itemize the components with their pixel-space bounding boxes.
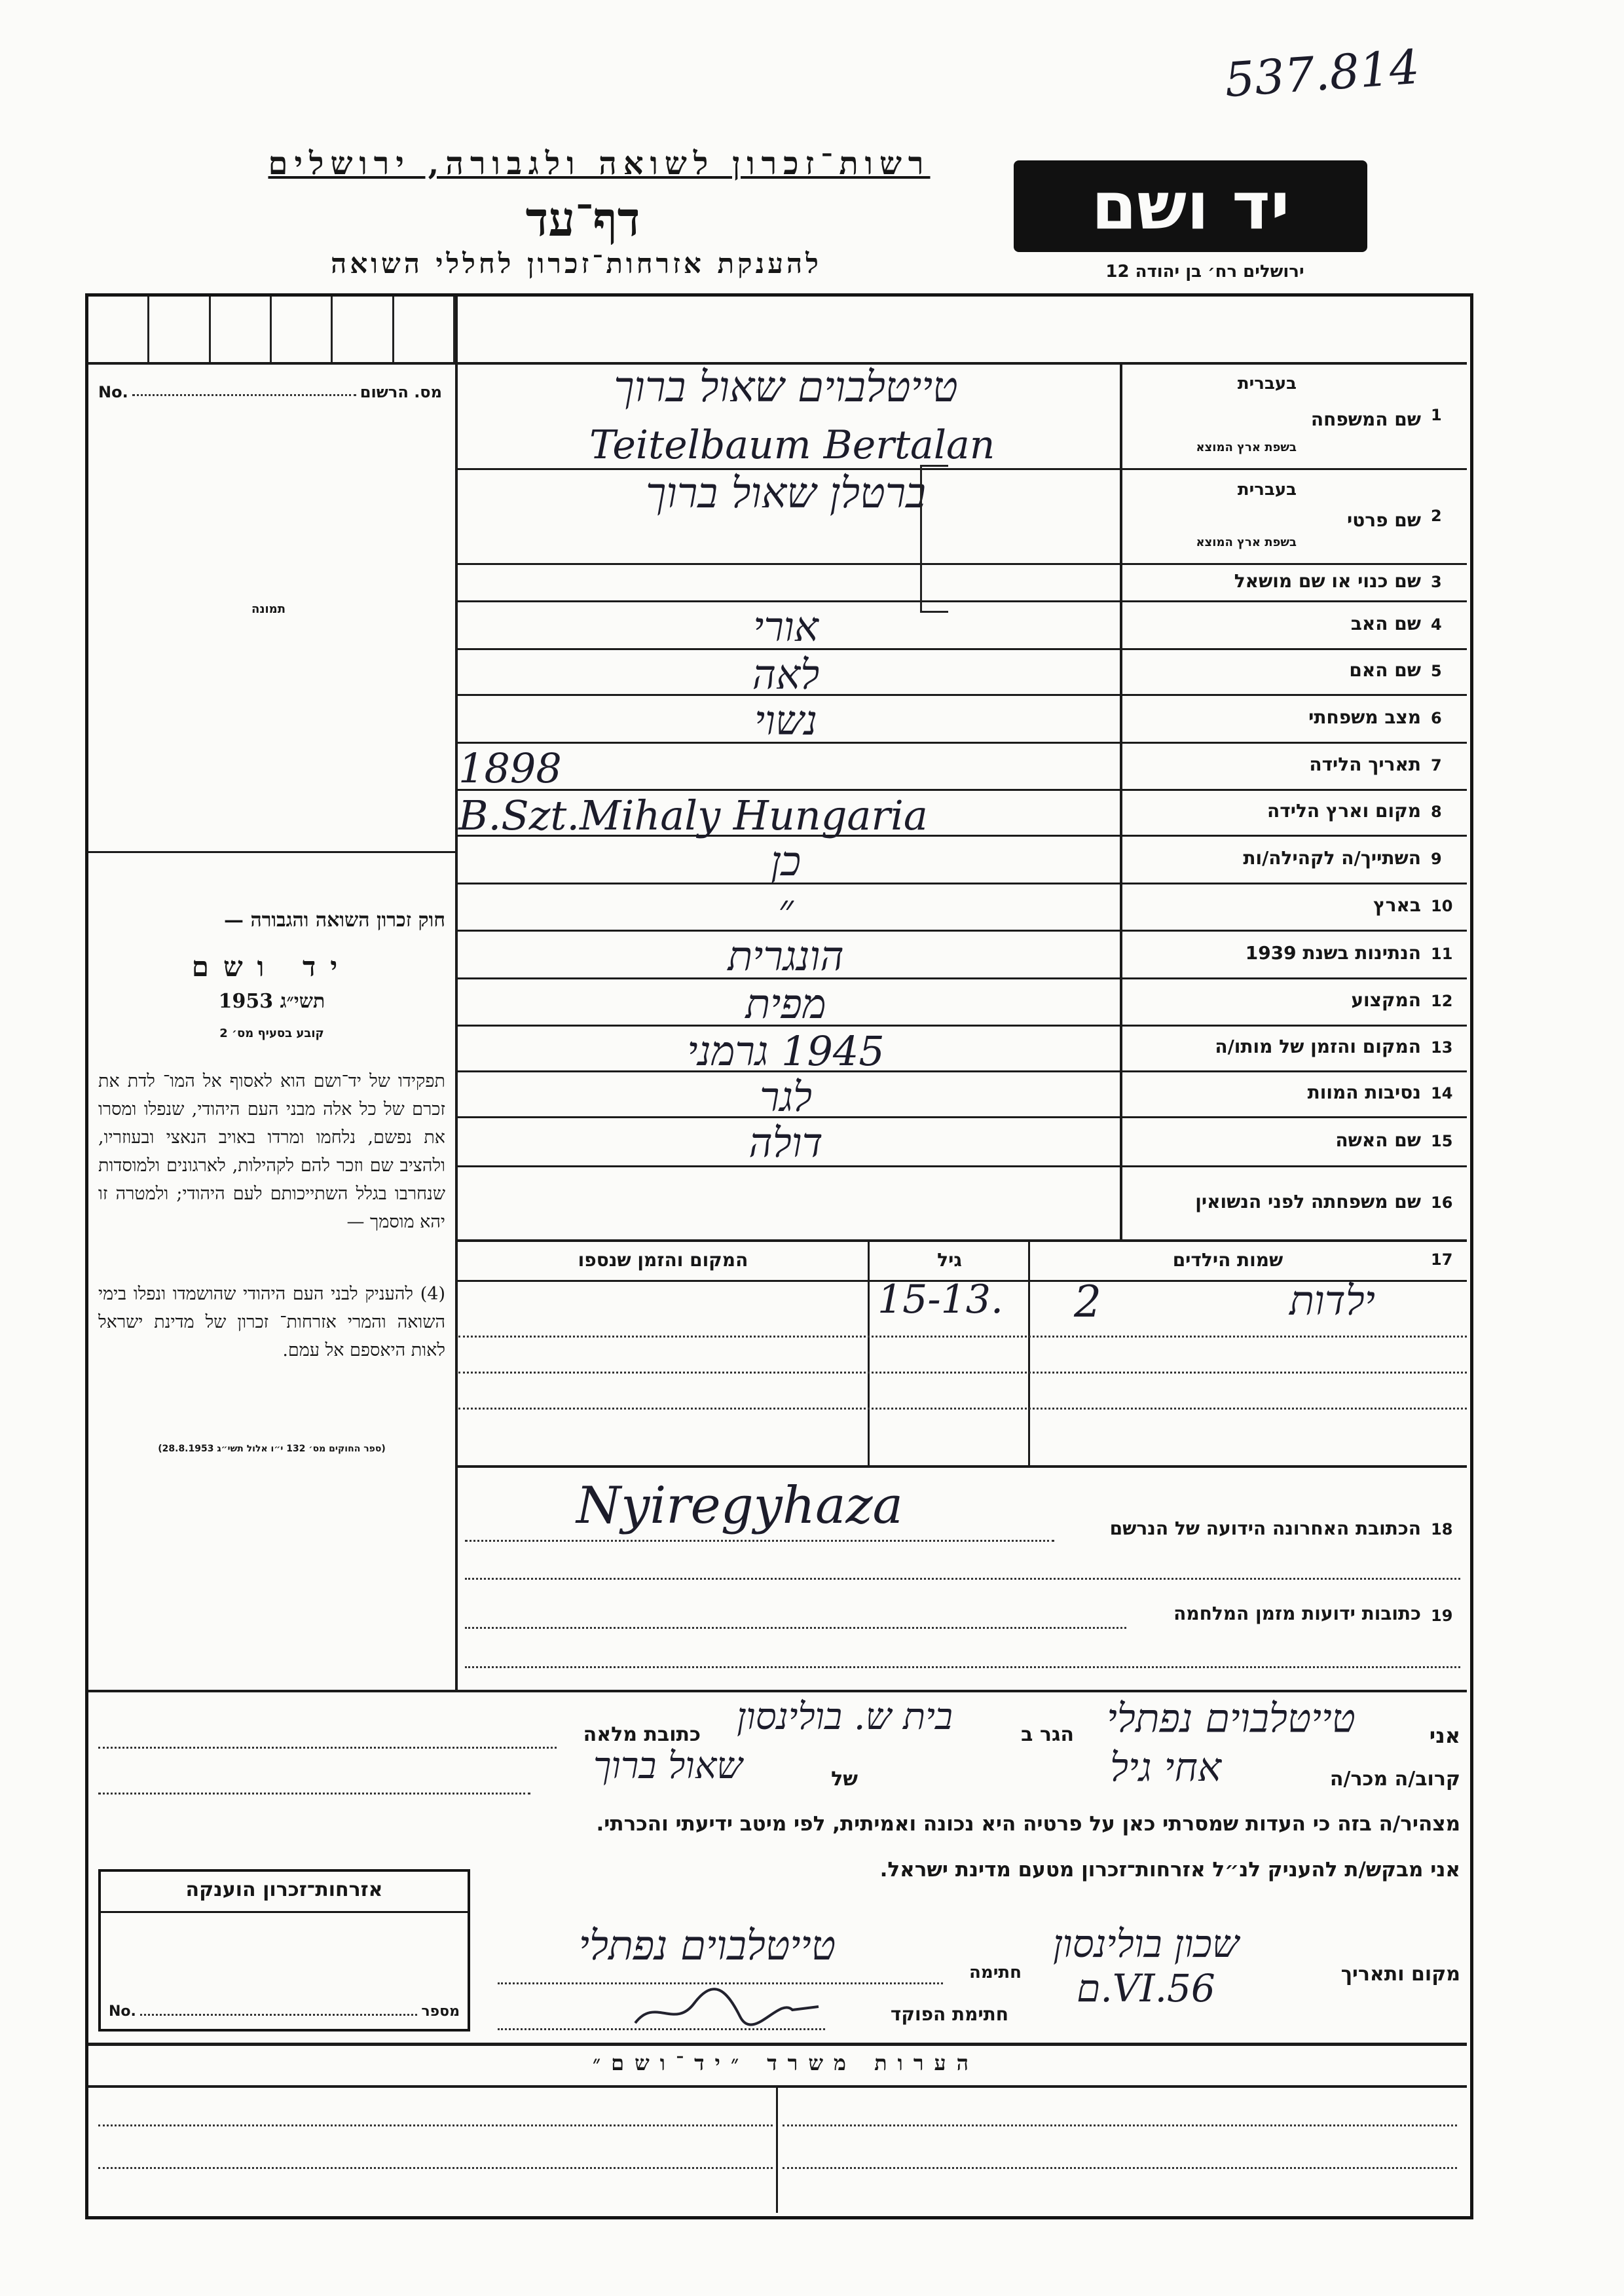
citizenship-box-title: אזרחות־זכרון הוענקה <box>185 1878 383 1901</box>
law-text: תפקידו של יד־ושם הוא לאסוף אל המו־ לדת את זכרם של כל אלה מבני העם היהודי, שנפלו ומסרו את נפשם, נלחמו ומרדו באויב הנאצי ובעוזריו, ולהציב שם וזכר להם לקהילות, לארגונים ולמוסדות שנחרבו בגלל השתייכותם לעם היהודי; ולמטרה זו יהא מוסמך — <box>98 1071 445 1232</box>
of-label: של <box>831 1768 858 1791</box>
field-11-number: 11 <box>1431 944 1453 963</box>
field-3-number: 3 <box>1431 572 1442 591</box>
field-4-number: 4 <box>1431 615 1442 634</box>
field-2-value[interactable]: ברטלן שאול ברוך <box>646 469 926 518</box>
relative-label: קרוב/ה מכר/ה <box>1329 1768 1460 1791</box>
law-text-2: (4) להעניק לבני העם היהודי שהושמדו ונפלו בימי השואה והמרי אזרחות־ זכרון של מדינת ישראל לאות היאספם אל עמם. <box>98 1284 445 1360</box>
place-date-label: מקום ותאריך <box>1340 1963 1460 1986</box>
field-5-label: שם האם <box>1349 659 1421 681</box>
field-11-value[interactable]: הונגרית <box>728 932 844 980</box>
field-14-number: 14 <box>1431 1084 1453 1102</box>
last-address-value[interactable]: Nyiregyhaza <box>576 1476 904 1535</box>
law-year: תשי״ג 1953 <box>218 990 325 1013</box>
declarant-name[interactable]: טייטלבוים נפתלי <box>1107 1696 1356 1741</box>
field-6-label: מצב משפחתי <box>1308 706 1421 728</box>
registration-number: No. מס. הרשום <box>98 383 442 401</box>
war-address-number: 19 <box>1431 1607 1453 1625</box>
field-13-number: 13 <box>1431 1038 1453 1057</box>
last-address-number: 18 <box>1431 1520 1453 1539</box>
field-2-label: שם פרטי <box>1346 509 1421 531</box>
field-1-label: שם המשפחה <box>1310 409 1421 430</box>
field-1-hebrew-sublabel: בעברית <box>1237 374 1297 393</box>
field-1-latin-value[interactable]: Teitelbaum Bertalan <box>589 422 995 468</box>
field-7-number: 7 <box>1431 756 1442 774</box>
field-10-number: 10 <box>1431 897 1453 915</box>
field-5-value[interactable]: לאה <box>752 651 820 699</box>
signature-label: חתימה <box>969 1963 1022 1982</box>
place-date-value[interactable]: שכון בולינסון 56.VI.ם <box>1052 1922 1240 2011</box>
law-title: חוק זכרון השואה והגבורה — <box>224 909 445 932</box>
field-9-label: השתייך/ה לקהילה/ות <box>1243 847 1421 869</box>
full-address-label: כתובת מלאה <box>583 1723 701 1746</box>
children-row-count[interactable]: 2 <box>1074 1277 1101 1327</box>
field-14-label: נסיבות המוות <box>1307 1082 1421 1103</box>
field-7-value[interactable]: 1898 <box>458 744 562 792</box>
relation-value[interactable]: אחי גיל <box>1110 1745 1221 1791</box>
field-15-value[interactable]: דולה <box>748 1119 823 1167</box>
field-15-label: שם האשה <box>1335 1129 1421 1151</box>
field-12-value[interactable]: מפית <box>745 980 826 1028</box>
field-13-label: המקום והזמן של מותו/ה <box>1215 1036 1421 1057</box>
photo-label: תמונה <box>251 602 286 616</box>
declaration-request: אני מבקש/ת להעניק לנ״ל אזרחות־זכרון מטעם מדינת ישראל. <box>879 1858 1460 1882</box>
field-12-number: 12 <box>1431 992 1453 1010</box>
children-row-names[interactable]: ילדות <box>1289 1277 1375 1324</box>
citizenship-box-number: No. מספר <box>109 2003 460 2020</box>
children-row-age[interactable]: 15-13. <box>877 1277 1004 1322</box>
children-col-names: שמות הילדים <box>1172 1249 1283 1271</box>
field-8-value[interactable]: B.Szt.Mihaly Hungaria <box>458 792 928 839</box>
field-15-number: 15 <box>1431 1131 1453 1150</box>
field-1-value[interactable]: טייטלבוים שאול ברוך <box>614 363 958 412</box>
field-8-number: 8 <box>1431 803 1442 821</box>
field-10-value[interactable]: ״ <box>778 885 794 933</box>
authority-title: רשות־זכרון לשואה ולגבורה, ירושלים <box>268 145 931 182</box>
law-name: יד ושם <box>191 951 352 983</box>
field-9-value[interactable]: כן <box>770 837 802 885</box>
declaration-statement: מצהיר/ה בזה כי העדות שמסרתי כאן על פרטיה היא נכונה ואמיתית, לפי מיטב ידיעתי והכרתי. <box>596 1812 1460 1836</box>
field-5-number: 5 <box>1431 662 1442 680</box>
field-16-number: 16 <box>1431 1193 1453 1212</box>
children-number: 17 <box>1431 1250 1453 1269</box>
children-col-age: גיל <box>937 1249 962 1271</box>
last-address-label: הכתובת האחרונה הידועה של הנרשם <box>1109 1518 1421 1539</box>
field-14-value[interactable]: לגר <box>760 1073 812 1121</box>
field-4-value[interactable]: אורי <box>753 603 819 651</box>
field-3-label: שם כנוי או שם מושאל <box>1234 570 1421 592</box>
field-1-origin-sublabel: בשפת ארץ המוצא <box>1196 441 1297 454</box>
law-reference: (ספר החוקים מס׳ 132 י״ו אלול תשי״ג 28.8.1953) <box>158 1444 386 1454</box>
field-8-label: מקום וארץ הלידה <box>1267 800 1421 822</box>
field-1-number: 1 <box>1431 406 1442 424</box>
archive-number: 537.814 <box>1223 39 1422 108</box>
field-6-number: 6 <box>1431 708 1442 727</box>
field-11-label: הנתינות בשנת 1939 <box>1245 941 1421 964</box>
field-7-label: תאריך הלידה <box>1309 754 1421 775</box>
field-2-hebrew-sublabel: בעברית <box>1237 480 1297 500</box>
decl-i-label: אני <box>1429 1723 1460 1748</box>
field-9-number: 9 <box>1431 849 1442 868</box>
field-12-label: המקצוע <box>1351 989 1421 1011</box>
field-6-value[interactable]: נשוי <box>754 697 818 744</box>
field-4-label: שם האב <box>1350 612 1421 634</box>
of-value[interactable]: שאול ברוך <box>593 1745 743 1787</box>
children-col-place: המקום והזמן שנספו <box>578 1249 748 1271</box>
page-subtitle: להענקת אזרחות־זכרון לחללי השואה <box>331 247 822 280</box>
citizenship-granted-box <box>98 1869 470 2032</box>
law-clause: קובע בסעיף מס׳ 2 <box>219 1027 324 1040</box>
war-address-label: כתובות ידועות מזמן המלחמה <box>1173 1603 1421 1624</box>
office-notes-title: הערות משרד ״יד־ושם״ <box>592 2050 980 2075</box>
field-2-origin-sublabel: בשפת ארץ המוצא <box>1196 536 1297 549</box>
page-title: דף־עד <box>525 191 640 247</box>
field-16-label: שם משפחתה לפני הנשואין <box>1195 1190 1421 1212</box>
resides-value[interactable]: בית ש. בולינסון <box>737 1696 953 1738</box>
logo-address: ירושלים רח׳ בן יהודה 12 <box>1105 262 1304 282</box>
field-10-label: בארץ <box>1373 894 1421 916</box>
yad-vashem-logo: יד ושם <box>1014 160 1367 252</box>
resides-label: הגר ב <box>1021 1723 1074 1746</box>
name-bracket <box>920 465 948 613</box>
field-2-number: 2 <box>1431 506 1442 525</box>
officer-signature-label: חתימת הפוקד <box>890 2003 1008 2025</box>
signature-value[interactable]: טייטלבוים נפתלי <box>578 1922 836 1969</box>
field-13-value[interactable]: 1945 גרמני <box>687 1027 885 1075</box>
header-box-row <box>88 297 455 362</box>
